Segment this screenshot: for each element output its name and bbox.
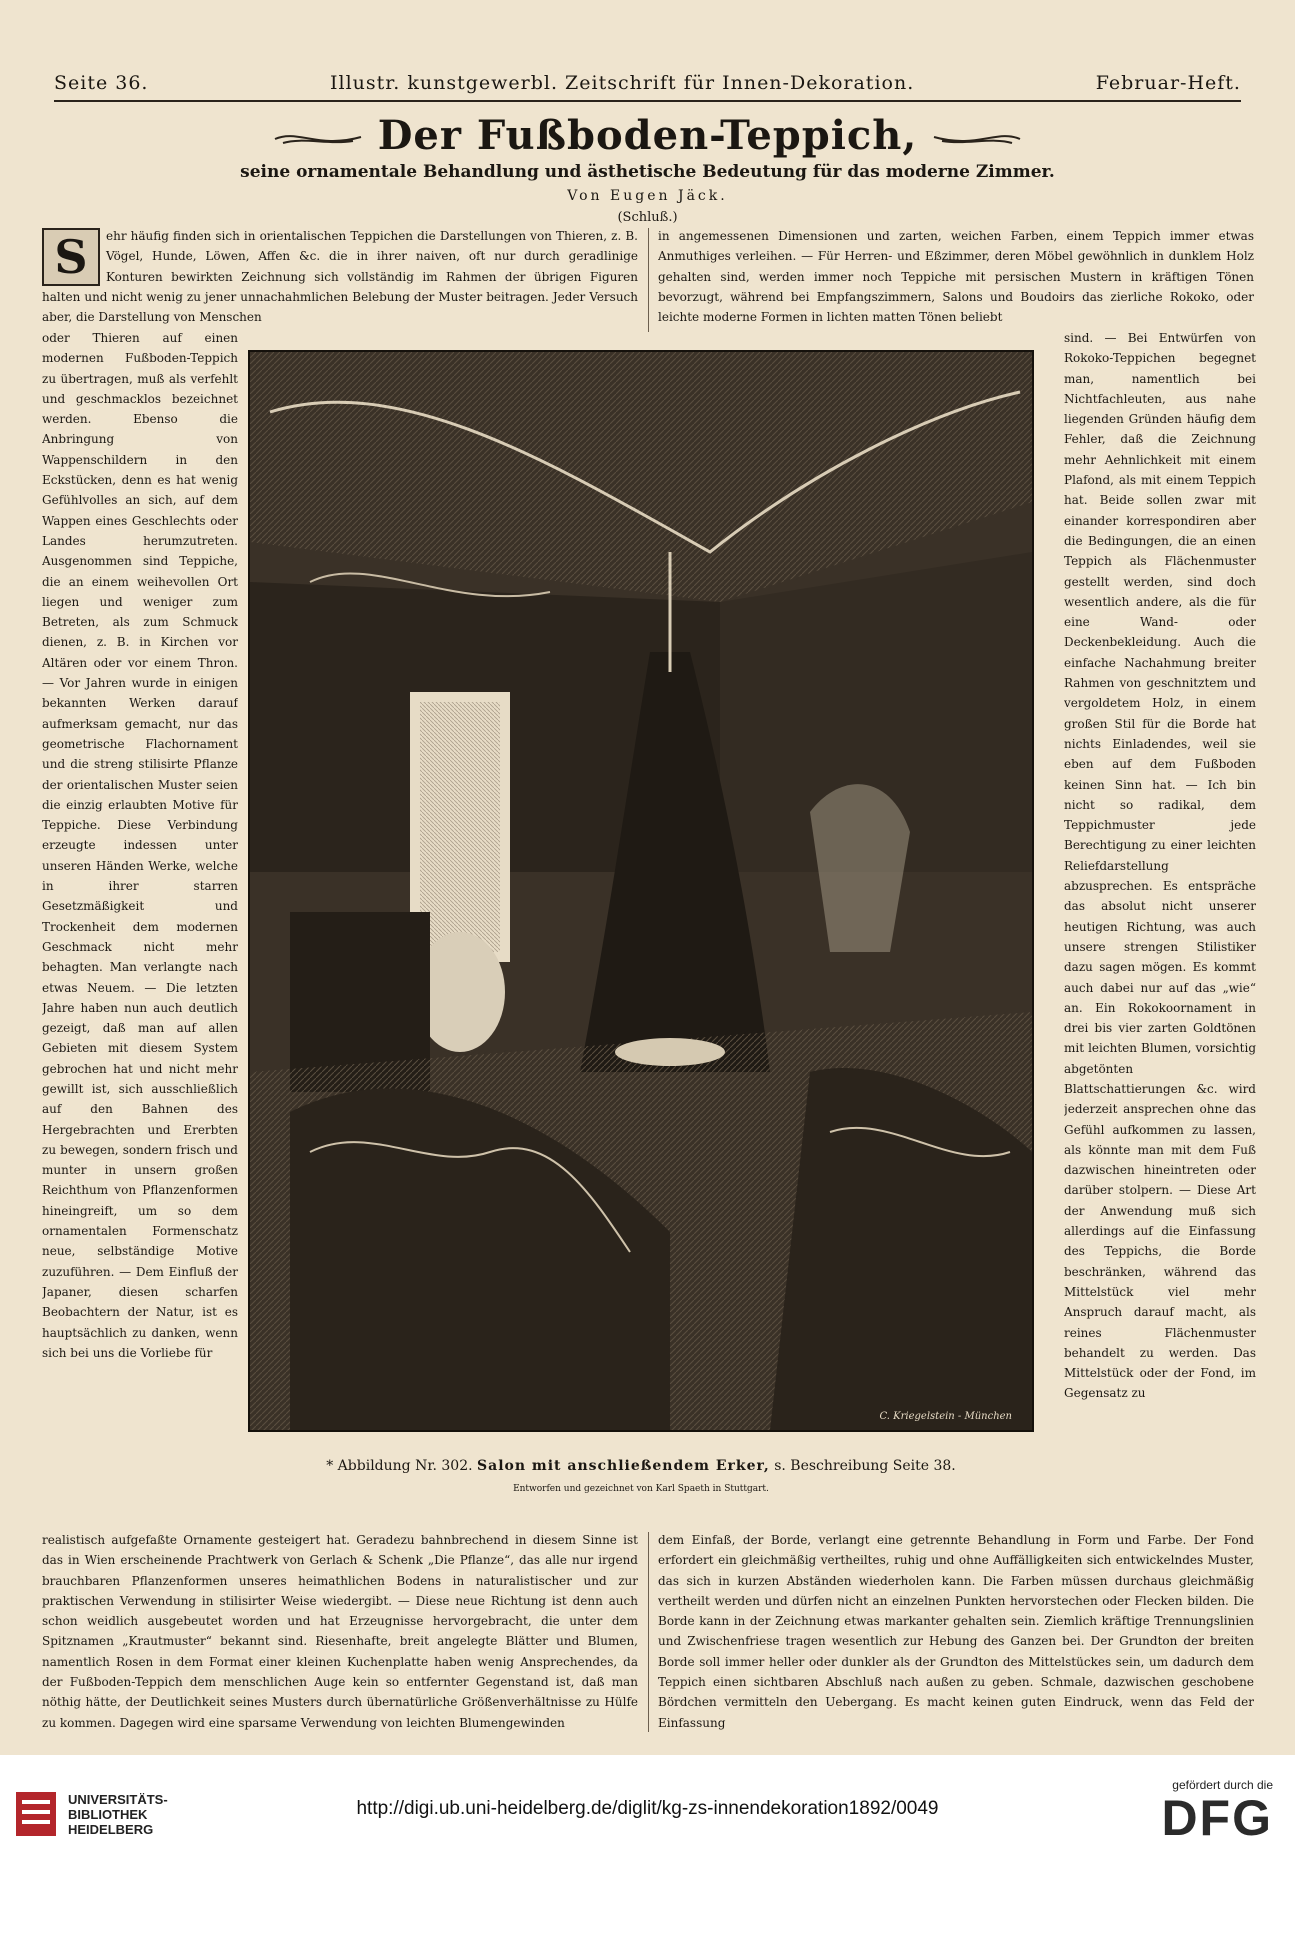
paragraph: realistisch aufgefaßte Ornamente gesteigert hat. Geradezu bahnbrechend in diesem Sinne ist das in Wien erscheinende Prachtwerk von Gerlach & Schenk „Die Pflanze“, das alle nur irgend brauchbaren Pflanzenformen unseres heimathlichen Bodens in naturalistischer und zur praktischen Verwendung in stilisirter Weise wiedergibt. — Diese neue Richtung ist denn auch schon weidlich ausgebeutet worden und hat Erzeugnisse hervorgebracht, die unter dem Spitznamen „Krautmuster“ bekannt sind. Riesenhafte, breit angelegte Blätter und Blumen, namentlich Rosen in dem Format einer kleinen Kuchenplatte haben wenig Ansprechendes, da der Fußboden-Teppich dem menschlichen Auge kein so entfernter Gegenstand ist, daß man nöthig hätte, der Deutlichkeit seines Musters durch übernatürliche Größenverhältnisse zu Hülfe zu kommen. Dagegen wird eine sparsame Verwendung von leichten Blumengewinden xyxy=(42,1533,638,1730)
article-subtitle: seine ornamentale Behandlung und ästhetische Bedeutung für das moderne Zimmer. xyxy=(240,162,1055,182)
article-author: Von Eugen Jäck. xyxy=(567,188,728,204)
figure-credit: Entworfen und gezeichnet von Karl Spaeth in Stuttgart. xyxy=(513,1484,769,1494)
article-title: Der Fußboden-Teppich, xyxy=(377,112,918,159)
page-number: Seite 36. xyxy=(54,72,149,94)
paragraph: sind. — Bei Entwürfen von Rokoko-Teppichen begegnet man, namentlich bei Nichtfachleuten, aus nahe liegenden Gründen häufig dem Fehler, daß die Zeichnung mehr Aehnlichkeit mit einem Plafond, als mit einem Teppich hat. Beide sollen zwar mit einander korrespondiren aber die Bedingungen, die an einen Teppich als Flächenmuster gestellt werden, sind doch wesentlich andere, als die für eine Wand- oder Deckenbekleidung. Auch die einfache Nachahmung breiter Rahmen von geschnitztem und vergoldetem Holz, in einem großen Stil für die Borde hat nichts Einladendes, weil sie eben auf dem Fußboden keinen Sinn hat. — Ich bin nicht so radikal, dem Teppichmuster jede Berechtigung zu einer leichten Reliefdarstellung abzusprechen. Es entspräche das absolut nicht unserer heutigen Richtung, was auch unsere strengen Stilistiker dazu sagen mögen. Es kommt auch dabei nur auf das „wie“ an. Ein Rokokoornament in drei bis vier zarten Goldtönen mit leichten Blumen, vorsichtig abgetönten Blattschattierungen &c. wird jederzeit ansprechen ohne das Gefühl aufkommen zu lassen, als könnte man mit dem Fuß dazwischen hineintreten oder darüber stolpern. — Diese Art der Anwendung muß sich allerdings auf die Einfassung des Teppichs, die Borde beschränken, während das Mittelstück viel mehr Anspruch darauf macht, als reines Flächenmuster behandelt zu werden. Das Mittelstück oder der Fond, im Gegensatz zu xyxy=(1064,331,1256,1401)
header-rule xyxy=(54,100,1241,102)
salon-illustration xyxy=(248,350,1034,1432)
continuation-note: (Schluß.) xyxy=(617,210,678,225)
paragraph: oder Thieren auf einen modernen Fußboden-Teppich zu übertragen, muß als verfehlt und geschmacklos bezeichnet werden. Ebenso die Anbringung von Wappenschildern in den Eckstücken, denn es hat wenig Gefühlvolles an sich, auf dem Wappen eines Geschlechts oder Landes herumzutreten. Ausgenommen sind Teppiche, die an einem weihevollen Ort liegen und weniger zum Betreten, als zum Schmuck dienen, z. B. in Kirchen vor Altären oder vor einem Thron. — Vor Jahren wurde in einigen bekannten Werken darauf aufmerksam gemacht, nur das geometrische Flachornament und die streng stilisirte Pflanze der orientalischen Muster seien die einzig erlaubten Motive für Teppiche. Diese Verbindung erzeugte indessen unter unseren Händen Werke, welche in ihrer starren Gesetzmäßigkeit und Trockenheit dem modernen Geschmack nicht mehr behagten. Man verlangte nach etwas Neuem. — Die letzten Jahre haben nun auch deutlich gezeigt, daß man auf allen Gebieten mit diesem System gebrochen hat und nicht mehr gewillt ist, sich ausschließlich auf den Bahnen des Hergebrachten und Ererbten zu bewegen, sondern frisch und munter in unsern großen Reichthum von Pflanzenformen hineingreift, um so dem ornamentalen Formenschatz neue, selbständige Motive zuzuführen. — Dem Einfluß der Japaner, diesen scharfen Beobachtern der Natur, ist es hauptsächlich zu danken, wenn sich bei uns die Vorliebe für xyxy=(42,331,238,1360)
right-swash-icon xyxy=(932,129,1022,149)
text-top-right xyxy=(658,226,1254,330)
column-divider xyxy=(648,228,649,332)
running-header xyxy=(54,72,1241,98)
artist-signature: C. Kriegelstein - München xyxy=(879,1411,1012,1422)
text-right-column xyxy=(1064,328,1256,1533)
journal-title: Illustr. kunstgewerbl. Zeitschrift für Innen-Dekoration. xyxy=(330,72,915,94)
funding-note: gefördert durch die xyxy=(1172,1778,1273,1792)
permalink-url[interactable]: http://digi.ub.uni-heidelberg.de/diglit/kg-zs-innendekoration1892/0049 xyxy=(356,1798,939,1819)
text-bottom-right xyxy=(658,1530,1254,1735)
drop-cap: S xyxy=(42,228,100,286)
caption-suffix: s. Beschreibung Seite 38. xyxy=(774,1458,956,1474)
library-name: UNIVERSITÄTS- BIBLIOTHEK HEIDELBERG xyxy=(68,1791,168,1837)
issue-label: Februar-Heft. xyxy=(1095,72,1241,94)
paragraph: ehr häufig finden sich in orientalischen Teppichen die Darstellungen von Thieren, z. B. Vögel, Hunde, Löwen, Affen &c. die in ihrer naiven, oft nur durch geradlinige Konturen bewirkten Zeichnung sich vollständig im Rahmen der übrigen Figuren halten und nicht wenig zu jener unnachahmlichen Belebung der Muster beitragen. Jeder Versuch aber, die Darstellung von Menschen xyxy=(42,229,638,325)
text-left-column xyxy=(42,328,238,1533)
figure-caption xyxy=(250,1458,1032,1474)
paragraph: dem Einfaß, der Borde, verlangt eine getrennte Behandlung in Form und Farbe. Der Fond erfordert ein gleichmäßig vertheiltes, ruhig und ohne Auffälligkeiten sich entwickelndes Muster, das sich in kurzen Abständen wiederholen kann. Die Farben müssen durchaus gleichmäßig vertheilt werden und dürfen nicht an einzelnen Punkten hervorstechen oder Flecken bilden. Die Borde kann in der Zeichnung etwas markanter gehalten sein. Ziemlich kräftige Trennungslinien und Zwischenfriese tragen wesentlich zur Hebung des Ganzen bei. Der Grundton der breiten Borde soll immer heller oder dunkler als der Grundton des Mittelstückes sein, um dadurch dem Teppich einen sichtbaren Abschluß nach außen zu geben. Schmale, dazwischen geschobene Bördchen vermitteln den Uebergang. Es macht keinen guten Eindruck, wenn das Feld der Einfassung xyxy=(658,1533,1254,1730)
digitization-footer xyxy=(0,1755,1295,1934)
funder-block[interactable] xyxy=(1161,1778,1273,1844)
column-divider xyxy=(648,1532,649,1732)
left-swash-icon xyxy=(273,129,363,149)
caption-prefix: * Abbildung Nr. 302. xyxy=(326,1458,473,1474)
dfg-logo: DFG xyxy=(1161,1790,1273,1846)
engraving-image xyxy=(250,352,1032,1430)
text-bottom-left xyxy=(42,1530,638,1735)
caption-title: Salon mit anschließendem Erker, xyxy=(477,1458,770,1474)
paragraph: in angemessenen Dimensionen und zarten, weichen Farben, einem Teppich immer etwas Anmuthiges verleihen. — Für Herren- und Eßzimmer, deren Möbel gewöhnlich in dunklem Holz gehalten sind, werden immer noch Teppiche mit persischen Mustern in kräftigen Tönen bevorzugt, während bei Empfangszimmern, Salons und Boudoirs das zierliche Rokoko, oder leichte moderne Formen in lichten matten Tönen beliebt xyxy=(658,229,1254,325)
text-top-left xyxy=(42,226,638,334)
article-title-line xyxy=(0,112,1295,159)
